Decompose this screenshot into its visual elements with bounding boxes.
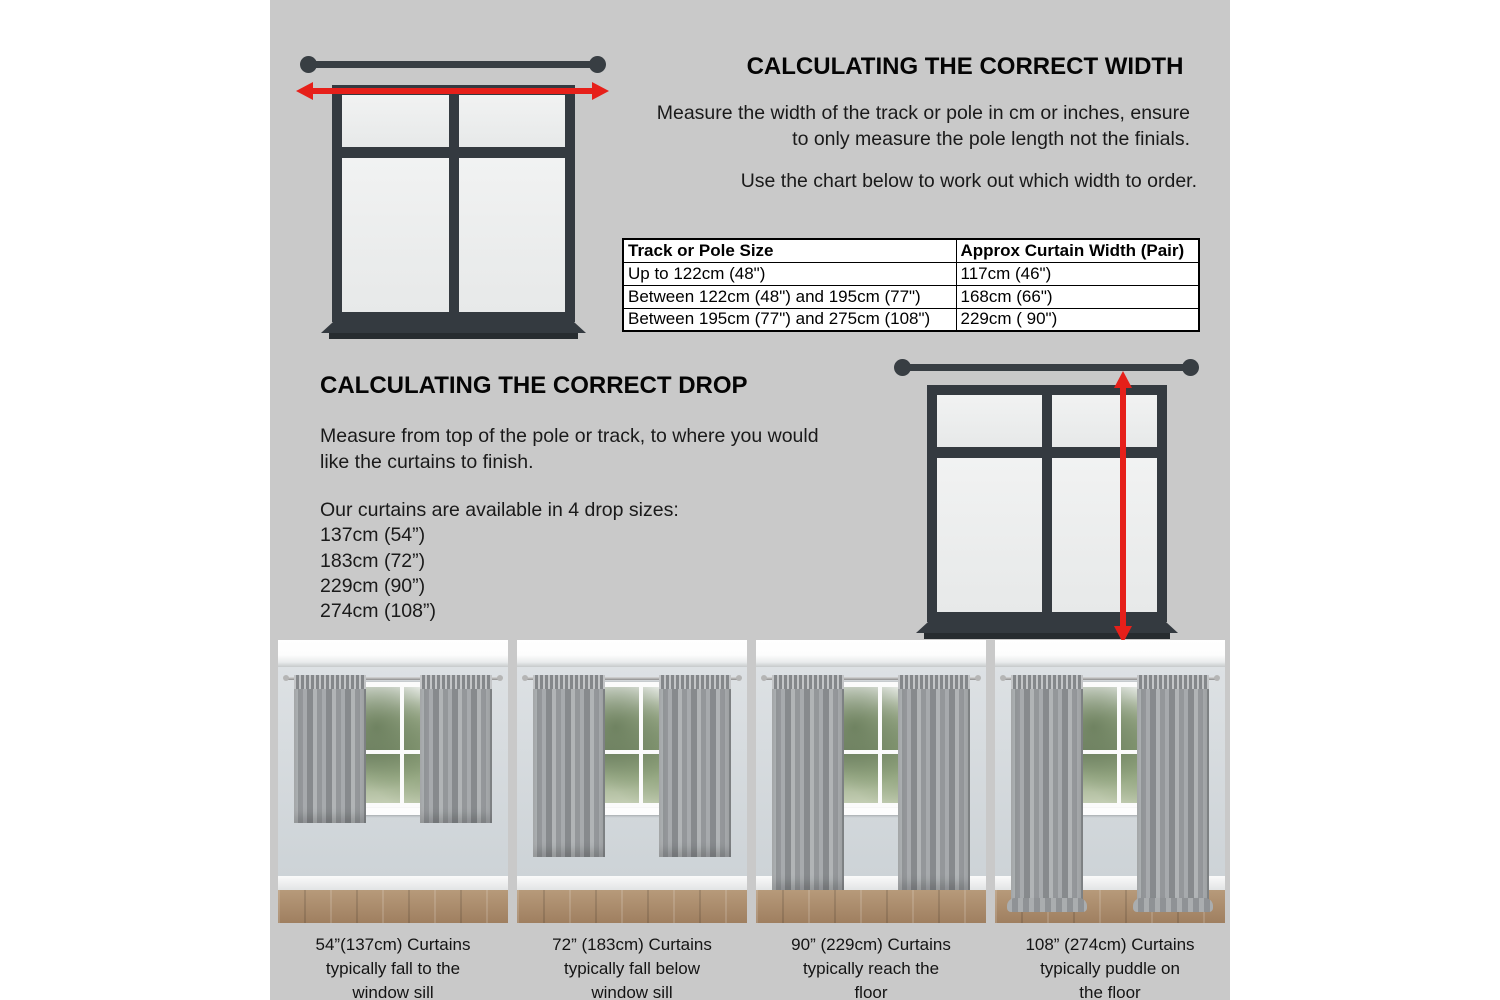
ceiling-cornice: [756, 640, 986, 667]
curtain-panel-left: [533, 675, 605, 857]
width-table: [622, 238, 1200, 332]
drop-sizes-intro: Our curtains are available in 4 drop sizes:: [320, 499, 679, 521]
window-mullion: [1117, 687, 1121, 803]
drop-section-intro: [320, 424, 880, 475]
window-pane: [937, 458, 1042, 612]
window-graphic: [927, 385, 1167, 622]
caption-line: window sill: [352, 983, 434, 1000]
drop-size-item: 183cm (72”): [320, 549, 426, 572]
curtain-pole-graphic: [904, 364, 1189, 371]
caption-line: 90” (229cm) Curtains: [791, 935, 951, 954]
photo-caption-90: [756, 933, 986, 1000]
drop-arrow-line: [1120, 387, 1126, 627]
photo-caption-54: [278, 933, 508, 1000]
drop-sizes-list: [320, 498, 880, 624]
caption-line: floor: [854, 983, 888, 1000]
caption-line: 54”(137cm) Curtains: [315, 935, 471, 954]
curtain-example-photo-72: [517, 640, 747, 923]
width-arrow-right-icon: [592, 82, 609, 100]
caption-line: typically fall below: [563, 959, 701, 978]
table-cell-curtain-width: 229cm ( 90"): [956, 308, 1199, 331]
table-row: [623, 285, 1199, 308]
width-section-intro: [620, 101, 1190, 152]
width-intro-line1: Measure the width of the track or pole in cm or inches, ensure: [656, 102, 1190, 124]
caption-line: typically fall to the: [325, 959, 461, 978]
table-header-pole-size: Track or Pole Size: [623, 239, 956, 262]
wood-floor: [517, 890, 747, 923]
curtain-panel-right: [420, 675, 492, 823]
window-pane: [1052, 458, 1157, 612]
curtain-pole-graphic: [310, 61, 596, 68]
window-graphic: [332, 85, 575, 322]
caption-line: typically reach the: [802, 959, 940, 978]
drop-intro-line1: Measure from top of the pole or track, to where you would: [320, 425, 819, 447]
window-mullion: [400, 687, 404, 803]
width-chart-note: Use the chart below to work out which width to order.: [740, 170, 1197, 192]
window-sill-graphic: [916, 622, 1178, 633]
window-sill-base-graphic: [329, 333, 578, 339]
width-arrow-line: [312, 88, 592, 94]
skirting-board: [517, 876, 747, 890]
drop-arrow-up-icon: [1114, 371, 1132, 388]
caption-line: the floor: [1079, 983, 1141, 1000]
curtain-example-photo-54: [278, 640, 508, 923]
table-cell-pole-size: Between 122cm (48") and 195cm (77"): [623, 285, 956, 308]
window-pane: [459, 95, 566, 147]
ceiling-cornice: [995, 640, 1225, 667]
width-section-title: CALCULATING THE CORRECT WIDTH: [746, 53, 1184, 80]
photo-caption-108: [995, 933, 1225, 1000]
window-pane: [937, 395, 1042, 447]
wood-floor: [278, 890, 508, 923]
table-cell-pole-size: Between 195cm (77") and 275cm (108"): [623, 308, 956, 331]
window-pane: [459, 158, 566, 312]
window-pane: [342, 158, 449, 312]
table-cell-curtain-width: 117cm (46"): [956, 262, 1199, 285]
curtain-example-photo-108: [995, 640, 1225, 923]
ceiling-cornice: [517, 640, 747, 667]
curtain-panel-left: [294, 675, 366, 823]
caption-line: 108” (274cm) Curtains: [1025, 935, 1195, 954]
curtain-panel-right: [1137, 675, 1209, 912]
window-mullion: [639, 687, 643, 803]
window-sill-graphic: [321, 322, 586, 333]
curtain-example-photo-90: [756, 640, 986, 923]
curtain-panel-left: [1011, 675, 1083, 912]
curtain-panel-right: [898, 675, 970, 890]
caption-line: 72” (183cm) Curtains: [552, 935, 712, 954]
table-cell-curtain-width: 168cm (66"): [956, 285, 1199, 308]
width-arrow-left-icon: [296, 82, 313, 100]
curtain-panel-right: [659, 675, 731, 857]
table-cell-pole-size: Up to 122cm (48"): [623, 262, 956, 285]
curtain-panel-left: [772, 675, 844, 890]
window-sill-base-graphic: [924, 633, 1170, 639]
table-row: [623, 262, 1199, 285]
drop-size-item: 137cm (54”): [320, 524, 426, 547]
window-pane: [342, 95, 449, 147]
photo-caption-72: [517, 933, 747, 1000]
caption-line: window sill: [591, 983, 673, 1000]
window-pane: [1052, 395, 1157, 447]
table-header-curtain-width: Approx Curtain Width (Pair): [956, 239, 1199, 262]
drop-intro-line2: like the curtains to finish.: [320, 450, 534, 473]
drop-size-item: 274cm (108”): [320, 600, 436, 623]
drop-section-title: CALCULATING THE CORRECT DROP: [320, 372, 748, 399]
skirting-board: [278, 876, 508, 890]
table-header-row: [623, 239, 1199, 262]
drop-size-item: 229cm (90”): [320, 574, 426, 597]
wood-floor: [756, 890, 986, 923]
window-mullion: [878, 687, 882, 803]
ceiling-cornice: [278, 640, 508, 667]
caption-line: typically puddle on: [1040, 959, 1180, 978]
table-row: [623, 308, 1199, 331]
width-intro-line2: to only measure the pole length not the finials.: [792, 127, 1190, 150]
